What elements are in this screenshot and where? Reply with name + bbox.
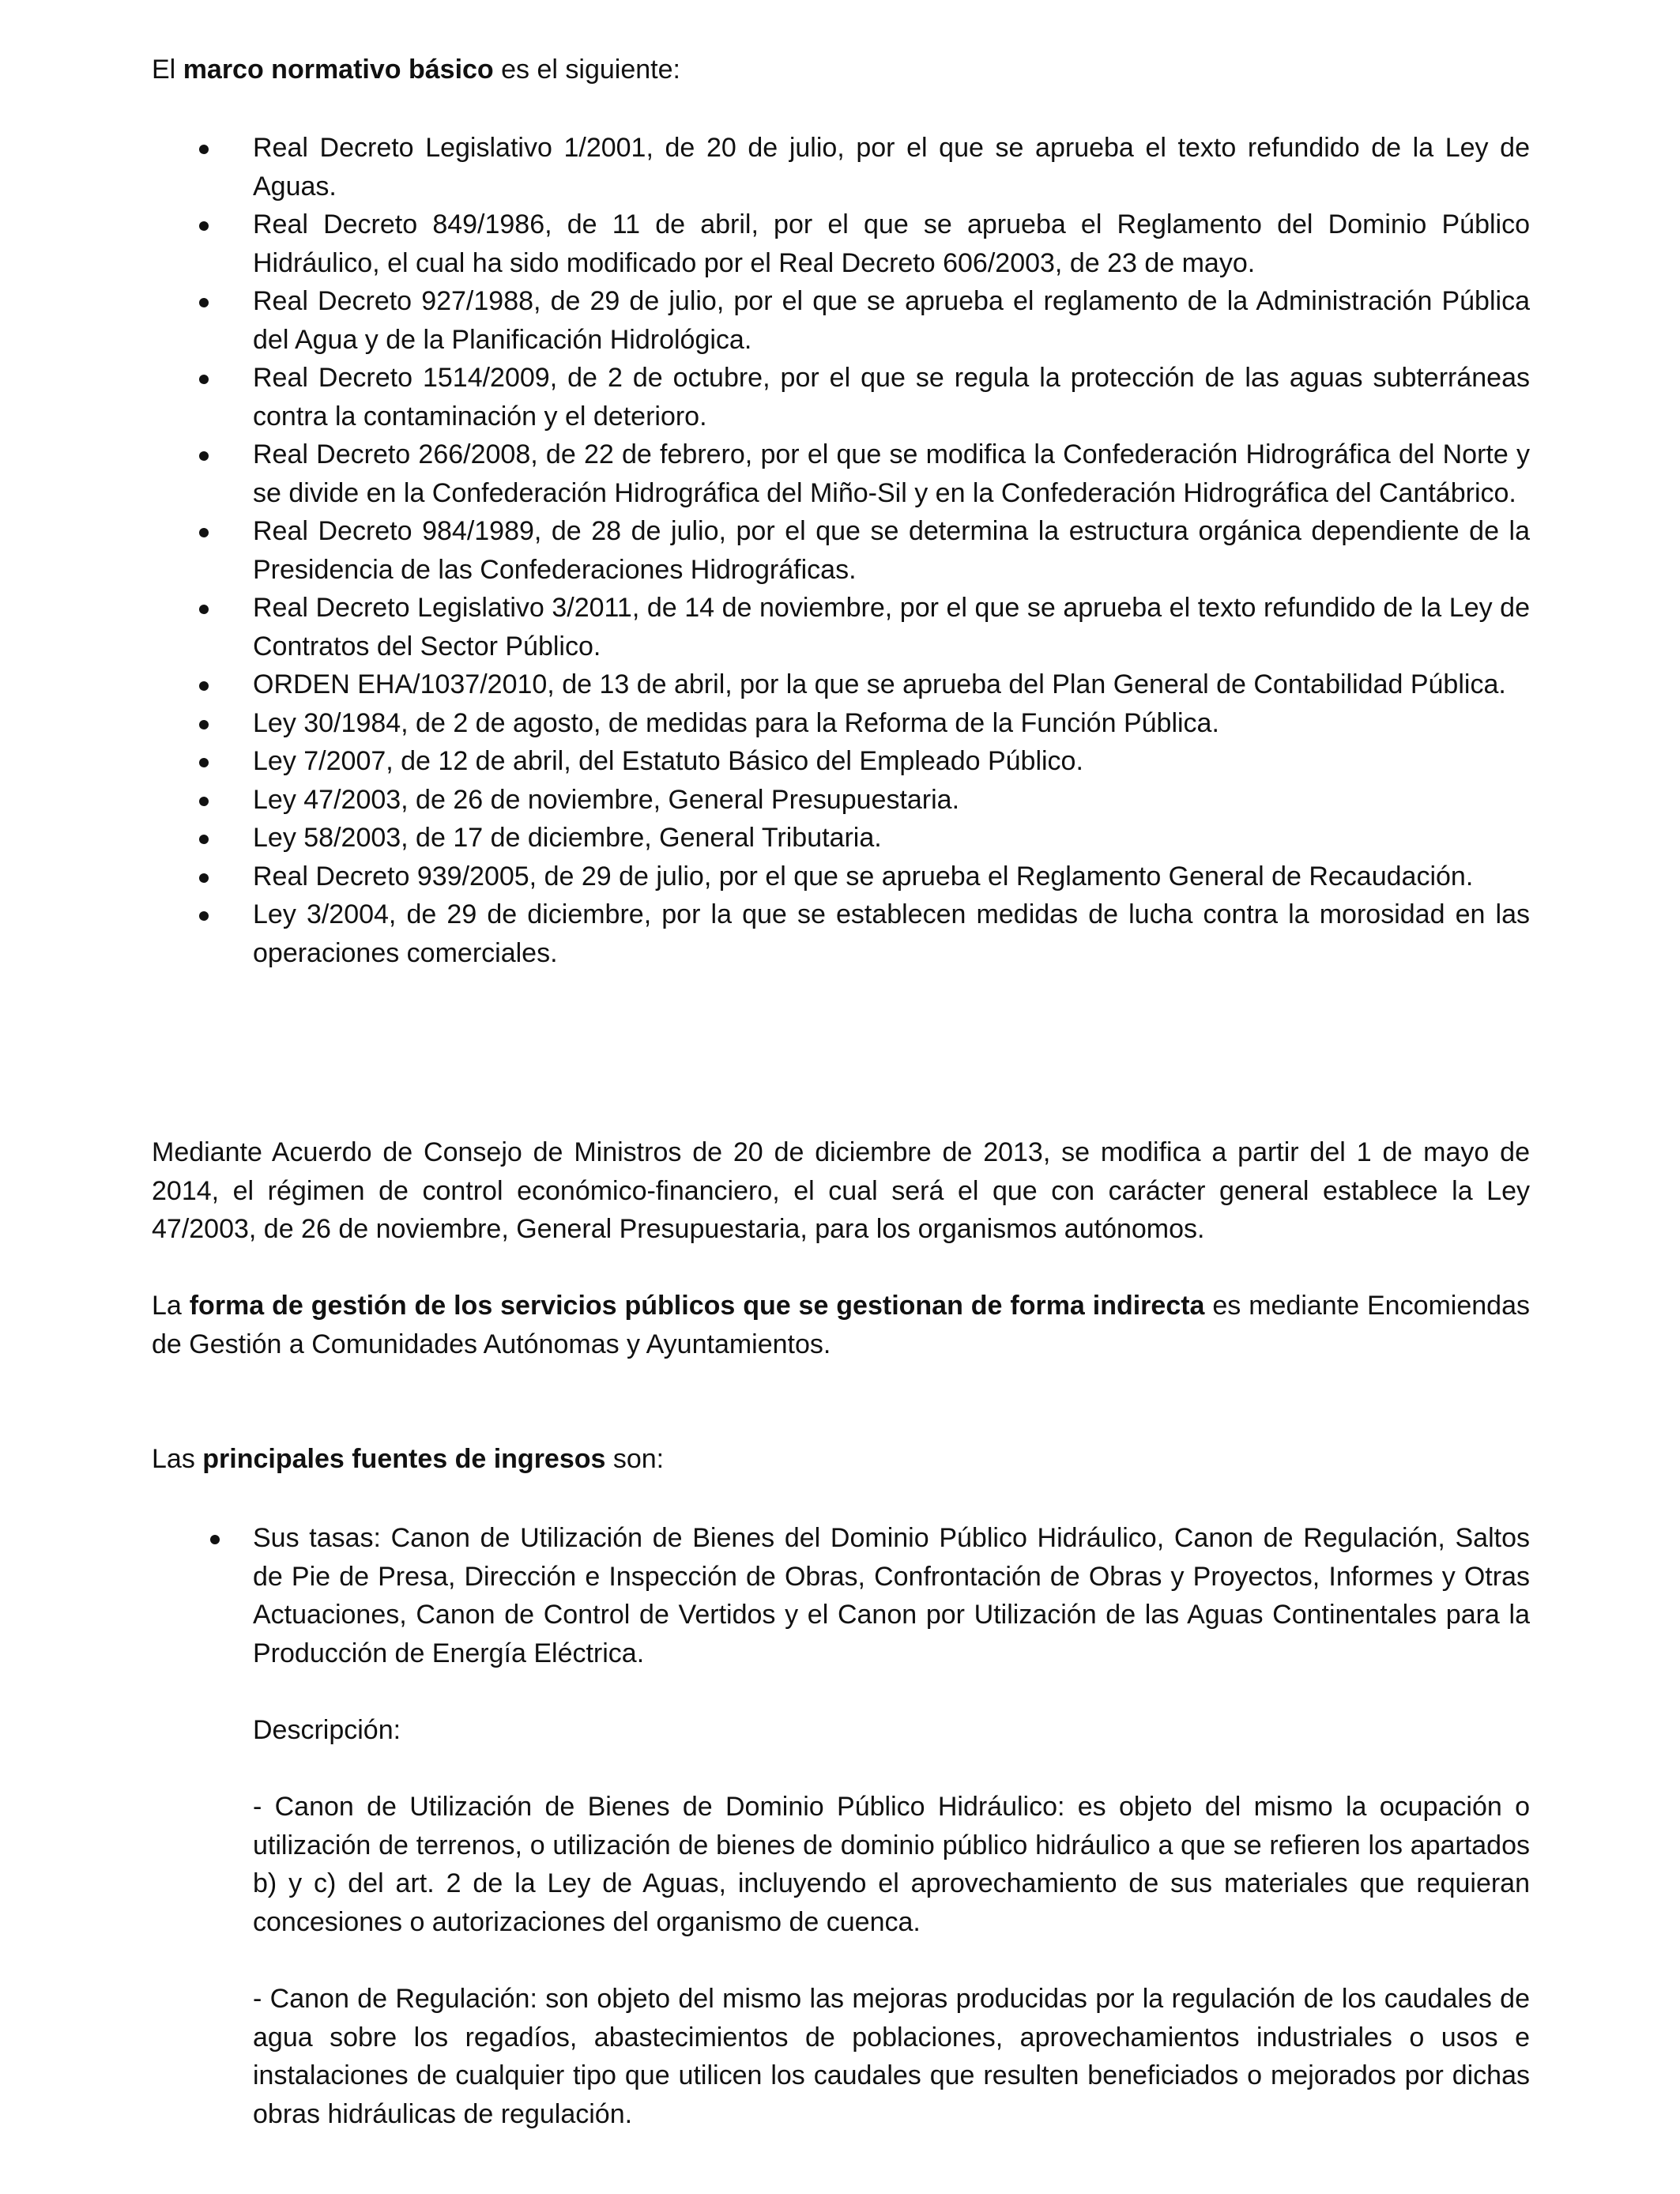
ingresos-heading: Las principales fuentes de ingresos son: <box>152 1444 665 1474</box>
list-item: Ley 58/2003, de 17 de diciembre, General Tributaria. <box>152 819 1530 858</box>
acuerdo-paragraph: Mediante Acuerdo de Consejo de Ministros de 20 de diciembre de 2013, se modifica a partir del 1 de mayo de 2014, el régimen de control económico-financiero, el cual será el que con carácter general establece la Ley 47/2003, de 26 de noviembre, General Presupuestaria, para los organismos autónomos. <box>152 1137 1530 1244</box>
bullet-icon <box>199 742 231 781</box>
bullet-icon <box>199 895 231 934</box>
bullet-icon <box>199 781 231 820</box>
bullet-icon <box>199 129 231 168</box>
list-item: Real Decreto 939/2005, de 29 de julio, por el que se aprueba el Reglamento General de Recaudación. <box>152 858 1530 896</box>
descripcion-label: Descripción: <box>253 1715 401 1745</box>
tasas-paragraph: Sus tasas: Canon de Utilización de Bienes del Dominio Público Hidráulico, Canon de Regulación, Saltos de Pie de Presa, Dirección e Inspección de Obras, Confrontación de Obras y Proyectos, Informes y Otras Actuaciones, Canon de Control de Vertidos y el Canon por Utilización de las Aguas Continentales para la Producción de Energía Eléctrica. <box>253 1523 1530 1668</box>
list-item: Real Decreto Legislativo 3/2011, de 14 de noviembre, por el que se aprueba el texto refundido de la Ley de Contratos del Sector Público. <box>152 589 1530 665</box>
gestion-paragraph: La forma de gestión de los servicios públicos que se gestionan de forma indirecta es mediante Encomiendas de Gestión a Comunidades Autónomas y Ayuntamientos. <box>152 1291 1530 1359</box>
bullet-icon <box>199 359 231 398</box>
intro-bold: marco normativo básico <box>183 55 494 85</box>
bullet-icon <box>199 589 231 628</box>
intro-paragraph: El marco normativo básico es el siguiente: <box>152 55 680 85</box>
list-item: Ley 47/2003, de 26 de noviembre, General Presupuestaria. <box>152 781 1530 820</box>
canon-regulacion-paragraph: - Canon de Regulación: son objeto del mismo las mejoras producidas por la regulación de los caudales de agua sobre los regadíos, abastecimientos de poblaciones, aprovechamientos industriales o usos e instalaciones de cualquier tipo que utilicen los caudales que resulten beneficiados o mejorados por dichas obras hidráulicas de regulación. <box>253 1984 1530 2129</box>
bullet-icon <box>199 704 231 743</box>
list-item: Ley 7/2007, de 12 de abril, del Estatuto Básico del Empleado Público. <box>152 742 1530 781</box>
bullet-icon <box>199 1519 231 1558</box>
list-item: Real Decreto 849/1986, de 11 de abril, por el que se aprueba el Reglamento del Dominio Público Hidráulico, el cual ha sido modificado por el Real Decreto 606/2003, de 23 de mayo. <box>152 205 1530 282</box>
bullet-icon <box>199 665 231 704</box>
bullet-icon <box>199 435 231 474</box>
list-item: Real Decreto Legislativo 1/2001, de 20 de julio, por el que se aprueba el texto refundido de la Ley de Aguas. <box>152 129 1530 205</box>
bullet-icon <box>199 282 231 321</box>
list-item: Real Decreto 927/1988, de 29 de julio, por el que se aprueba el reglamento de la Administración Pública del Agua y de la Planificación Hidrológica. <box>152 282 1530 359</box>
gestion-bold: forma de gestión de los servicios públicos que se gestionan de forma indirecta <box>189 1291 1205 1321</box>
law-list <box>152 129 1530 972</box>
canon-utilizacion-paragraph: - Canon de Utilización de Bienes de Dominio Público Hidráulico: es objeto del mismo la ocupación o utilización de terrenos, o utilización de bienes de dominio público hidráulico a que se refieren los apartados b) y c) del art. 2 de la Ley de Aguas, incluyendo el aprovechamiento de sus materiales que requieran concesiones o autorizaciones del organismo de cuenca. <box>253 1792 1530 1937</box>
list-item: Ley 30/1984, de 2 de agosto, de medidas para la Reforma de la Función Pública. <box>152 704 1530 743</box>
bullet-icon <box>199 858 231 896</box>
list-item: Real Decreto 266/2008, de 22 de febrero, por el que se modifica la Confederación Hidrográfica del Norte y se divide en la Confederación Hidrográfica del Miño-Sil y en la Confederación Hidrográfica del Cantábrico. <box>152 435 1530 512</box>
bullet-icon <box>199 819 231 858</box>
bullet-icon <box>199 512 231 551</box>
list-item: ORDEN EHA/1037/2010, de 13 de abril, por la que se aprueba del Plan General de Contabilidad Pública. <box>152 665 1530 704</box>
list-item: Real Decreto 984/1989, de 28 de julio, por el que se determina la estructura orgánica dependiente de la Presidencia de las Confederaciones Hidrográficas. <box>152 512 1530 589</box>
list-item: Real Decreto 1514/2009, de 2 de octubre, por el que se regula la protección de las aguas subterráneas contra la contaminación y el deterioro. <box>152 359 1530 435</box>
bullet-icon <box>199 205 231 244</box>
ingresos-bold: principales fuentes de ingresos <box>202 1444 606 1474</box>
list-item: Ley 3/2004, de 29 de diciembre, por la que se establecen medidas de lucha contra la morosidad en las operaciones comerciales. <box>152 895 1530 972</box>
